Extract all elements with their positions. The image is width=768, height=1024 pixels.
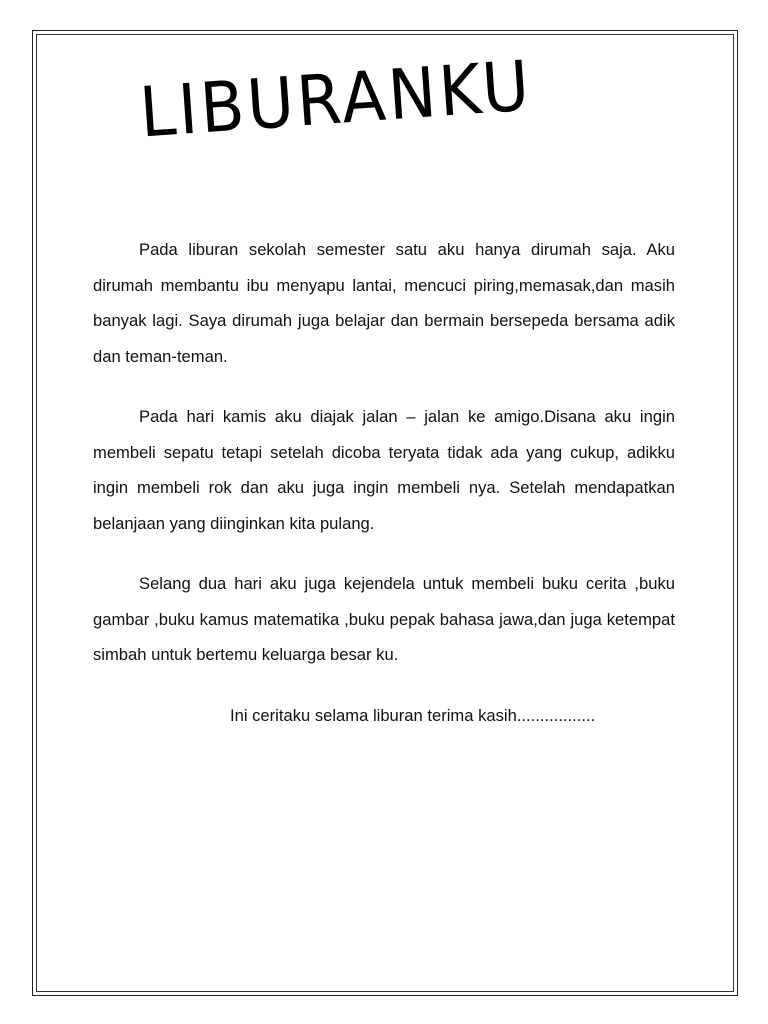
paragraph-2: Pada hari kamis aku diajak jalan – jalan ke amigo.Disana aku ingin membeli sepatu tetapi setelah dicoba teryata tidak ada yang cukup, adikku ingin membeli rok dan aku juga ingin membeli nya. Setelah mendapatkan belanjaan yang diinginkan kita pulang.: [93, 407, 675, 533]
document-title: LIBURANKU: [137, 46, 535, 154]
document-body: [93, 232, 675, 733]
paragraph-1: Pada liburan sekolah semester satu aku hanya dirumah saja. Aku dirumah membantu ibu menyapu lantai, mencuci piring,memasak,dan masih banyak lagi. Saya dirumah juga belajar dan bermain bersepeda bersama adik dan teman-teman.: [93, 240, 675, 366]
closing-line: Ini ceritaku selama liburan terima kasih.................: [230, 705, 596, 725]
paragraph-3: Selang dua hari aku juga kejendela untuk membeli buku cerita ,buku gambar ,buku kamus matematika ,buku pepak bahasa jawa,dan juga ketempat simbah untuk bertemu keluarga besar ku.: [93, 574, 675, 664]
